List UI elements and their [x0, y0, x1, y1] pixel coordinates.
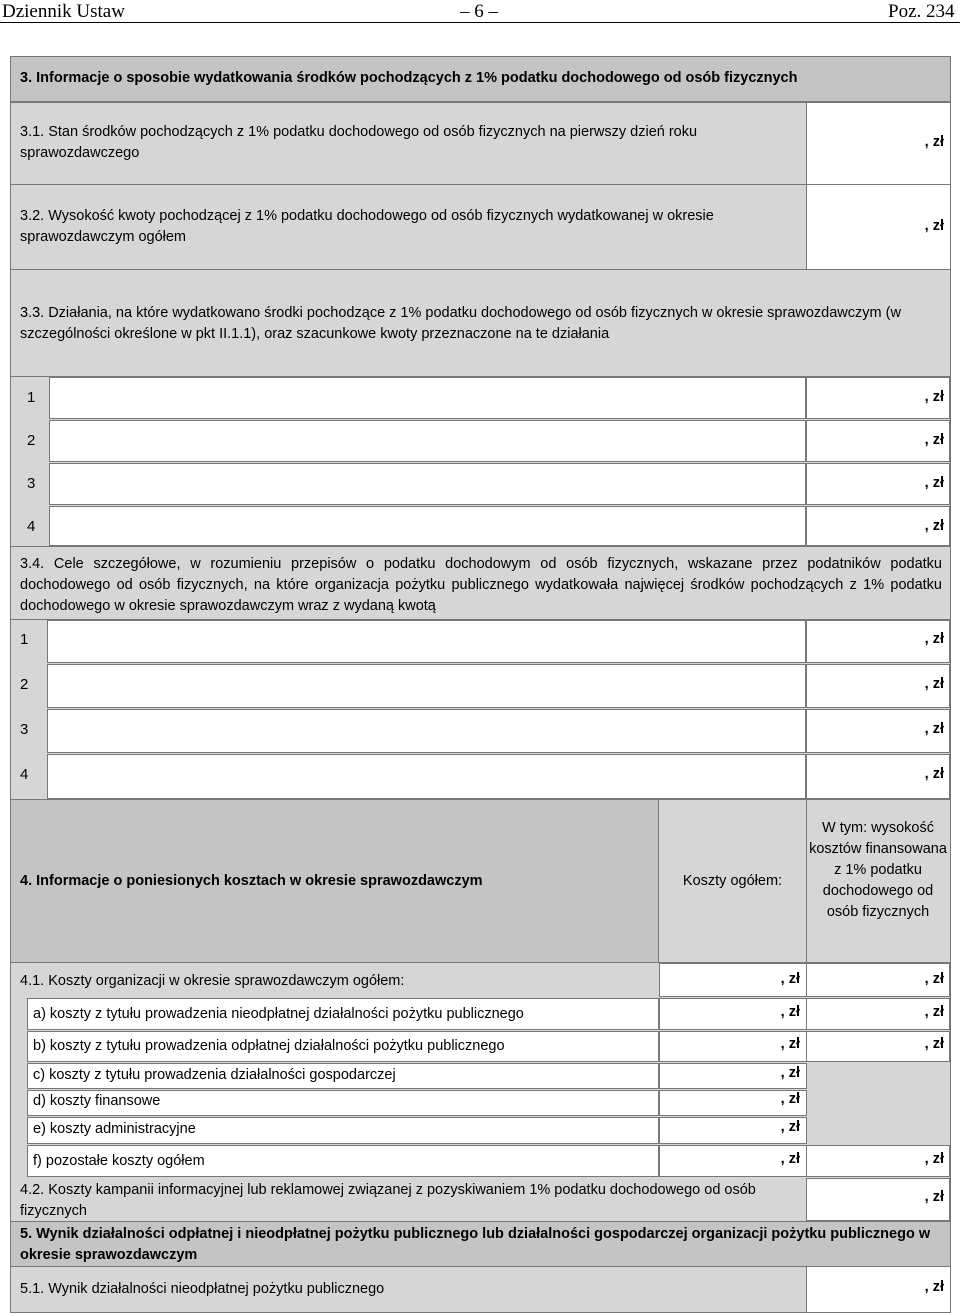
- row-a-total-currency: , zł: [780, 1004, 800, 1020]
- s33-label: 3.3. Działania, na które wydatkowano środki pochodzące z 1% podatku dochodowego od osób fizycznych w okresie sprawozdawczym (w szczególności określone w pkt II.1.1), oraz szacunkowe kwoty przeznaczone na te działania: [20, 305, 901, 342]
- row-b-label: b) koszty z tytułu prowadzenia odpłatnej działalności pożytku publicznego: [33, 1038, 505, 1054]
- s34-row-number: 3: [20, 721, 29, 738]
- s32-currency: , zł: [924, 218, 944, 234]
- page-header: [0, 0, 960, 23]
- section-3-title: 3. Informacje o sposobie wydatkowania środków pochodzących z 1% podatku dochodowego od osób fizycznych: [20, 70, 798, 86]
- col-total-label: Koszty ogółem:: [682, 873, 783, 889]
- s33-row-3-currency: , zł: [924, 475, 944, 491]
- s41-1pct-currency: , zł: [924, 971, 944, 987]
- s34-row-number: 1: [20, 631, 29, 648]
- row-b-total-currency: , zł: [780, 1036, 800, 1052]
- s33-row-1-currency: , zł: [924, 389, 944, 405]
- s41-label: 4.1. Koszty organizacji w okresie sprawozdawczym ogółem:: [20, 973, 405, 989]
- s33-row-4-currency: , zł: [924, 518, 944, 534]
- page-number: – 6 –: [460, 1, 498, 22]
- s33-row-2-currency: , zł: [924, 432, 944, 448]
- s33-row-number: 2: [27, 432, 36, 449]
- s51-label: 5.1. Wynik działalności nieodpłatnej pożytku publicznego: [20, 1281, 385, 1297]
- s33-row-3-activity-field[interactable]: [49, 463, 806, 505]
- row-f-1pct-currency: , zł: [924, 1151, 944, 1167]
- s32-label: 3.2. Wysokość kwoty pochodzącej z 1% podatku dochodowego od osób fizycznych wydatkowanej w okresie sprawozdawczym ogółem: [20, 208, 714, 245]
- row-b-1pct-currency: , zł: [924, 1036, 944, 1052]
- row-e-label: e) koszty administracyjne: [33, 1121, 196, 1137]
- row-a-label: a) koszty z tytułu prowadzenia nieodpłatnej działalności pożytku publicznego: [33, 1006, 524, 1022]
- s34-row-2-currency: , zł: [924, 676, 944, 692]
- s34-row-1-currency: , zł: [924, 631, 944, 647]
- s33-row-4-activity-field[interactable]: [49, 506, 806, 546]
- row-d-total-currency: , zł: [780, 1091, 800, 1107]
- s33-row-number: 4: [27, 518, 36, 535]
- s34-row-number: 2: [20, 676, 29, 693]
- s33-row-2-activity-field[interactable]: [49, 420, 806, 462]
- row-d-label: d) koszty finansowe: [33, 1093, 161, 1109]
- row-c-total-currency: , zł: [780, 1065, 800, 1081]
- s42-currency: , zł: [924, 1189, 944, 1205]
- row-e-total-currency: , zł: [780, 1119, 800, 1135]
- s34-label: 3.4. Cele szczegółowe, w rozumieniu przepisów o podatku dochodowym od osób fizycznych, wskazane przez podatników podatku dochodowego od osób fizycznych, na które organizacja pożytku publicznego wydatkowała najwięcej środków pochodzących z 1% podatku dochodowego w okresie sprawozdawczym wraz z wydaną kwotą: [20, 556, 942, 614]
- s31-currency: , zł: [924, 134, 944, 150]
- s31-label: 3.1. Stan środków pochodzących z 1% podatku dochodowego od osób fizycznych na pierwszy dzień roku sprawozdawczego: [20, 124, 698, 161]
- s34-row-number: 4: [20, 766, 29, 783]
- row-f-total-currency: , zł: [780, 1151, 800, 1167]
- s42-label: 4.2. Koszty kampanii informacyjnej lub reklamowej związanej z pozyskiwaniem 1% podatku dochodowego od osób fizycznych: [20, 1182, 756, 1219]
- s51-currency: , zł: [924, 1279, 944, 1295]
- s33-row-1-activity-field[interactable]: [49, 377, 806, 419]
- s33-row-number: 3: [27, 475, 36, 492]
- s34-row-3-currency: , zł: [924, 721, 944, 737]
- s34-row-1-goal-field[interactable]: [47, 620, 806, 663]
- journal-name: Dziennik Ustaw: [2, 1, 125, 22]
- row-f-label: f) pozostałe koszty ogółem: [33, 1153, 205, 1169]
- row-a-1pct-currency: , zł: [924, 1004, 944, 1020]
- s41-total-currency: , zł: [780, 971, 800, 987]
- section-5-title: 5. Wynik działalności odpłatnej i nieodpłatnej pożytku publicznego lub działalności gospodarczej organizacji pożytku publicznego w okresie sprawozdawczym: [20, 1226, 931, 1263]
- s34-row-4-currency: , zł: [924, 766, 944, 782]
- s33-row-number: 1: [27, 389, 36, 406]
- s34-row-3-goal-field[interactable]: [47, 709, 806, 753]
- s34-row-2-goal-field[interactable]: [47, 664, 806, 708]
- position-number: Poz. 234: [888, 1, 955, 22]
- section-4-title: 4. Informacje o poniesionych kosztach w okresie sprawozdawczym: [20, 873, 483, 889]
- col-1pct-label: W tym: wysokość kosztów finansowana z 1% podatku dochodowego od osób fizycznych: [809, 820, 947, 920]
- row-c-label: c) koszty z tytułu prowadzenia działalności gospodarczej: [33, 1067, 396, 1083]
- s34-row-4-goal-field[interactable]: [47, 754, 806, 799]
